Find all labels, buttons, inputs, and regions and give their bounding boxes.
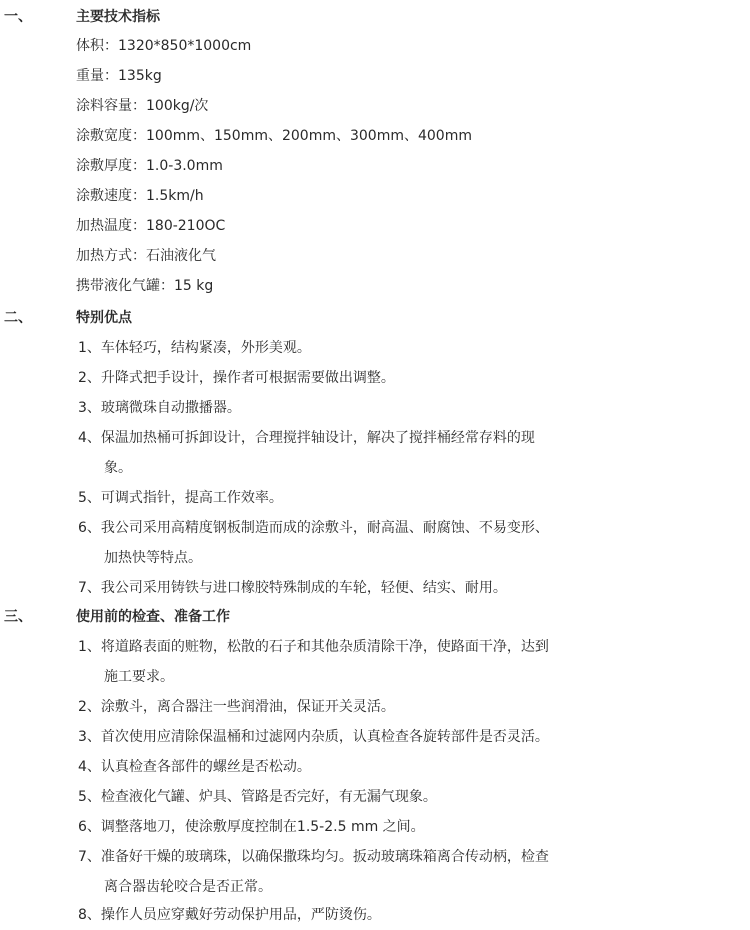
section-number: 三、 xyxy=(4,609,32,625)
list-item: 3、首次使用应清除保温桶和过滤网内杂质，认真检查各旋转部件是否灵活。 xyxy=(78,729,549,745)
list-item: 2、升降式把手设计，操作者可根据需要做出调整。 xyxy=(78,370,395,386)
spec-line: 涂敷宽度：100mm、150mm、200mm、300mm、400mm xyxy=(76,128,472,144)
spec-line: 加热方式：石油液化气 xyxy=(76,248,216,264)
list-item: 3、玻璃微珠自动撒播器。 xyxy=(78,400,241,416)
spec-line: 重量：135kg xyxy=(76,68,162,84)
list-item: 4、认真检查各部件的螺丝是否松动。 xyxy=(78,759,311,775)
list-item: 7、我公司采用铸铁与进口橡胶特殊制成的车轮，轻便、结实、耐用。 xyxy=(78,580,507,596)
spec-line: 涂敷厚度：1.0-3.0mm xyxy=(76,158,223,174)
list-item-continuation: 象。 xyxy=(104,460,132,476)
list-item: 2、涂敷斗，离合器注一些润滑油，保证开关灵活。 xyxy=(78,699,395,715)
list-item: 5、可调式指针，提高工作效率。 xyxy=(78,490,283,506)
section-number: 二、 xyxy=(4,310,32,326)
spec-line: 涂敷速度：1.5km/h xyxy=(76,188,204,204)
spec-line: 体积：1320*850*1000cm xyxy=(76,38,252,54)
spec-line: 涂料容量：100kg/次 xyxy=(76,98,209,114)
list-item: 8、操作人员应穿戴好劳动保护用品，严防烫伤。 xyxy=(78,907,381,923)
list-item-continuation: 加热快等特点。 xyxy=(104,550,202,566)
section-title: 使用前的检查、准备工作 xyxy=(76,609,230,625)
list-item: 6、调整落地刀，使涂敷厚度控制在1.5-2.5 mm 之间。 xyxy=(78,819,425,835)
spec-line: 携带液化气罐：15 kg xyxy=(76,278,214,294)
section-title: 主要技术指标 xyxy=(76,9,160,25)
list-item: 1、车体轻巧，结构紧凑，外形美观。 xyxy=(78,340,311,356)
section-number: 一、 xyxy=(4,9,32,25)
list-item: 7、准备好干燥的玻璃珠，以确保撒珠均匀。扳动玻璃珠箱离合传动柄，检查 xyxy=(78,849,549,865)
list-item-continuation: 离合器齿轮咬合是否正常。 xyxy=(104,879,272,895)
list-item: 1、将道路表面的赃物，松散的石子和其他杂质清除干净，使路面干净，达到 xyxy=(78,639,549,655)
list-item: 4、保温加热桶可拆卸设计，合理搅拌轴设计，解决了搅拌桶经常存料的现 xyxy=(78,430,535,446)
section-title: 特别优点 xyxy=(76,310,132,326)
list-item: 5、检查液化气罐、炉具、管路是否完好，有无漏气现象。 xyxy=(78,789,437,805)
list-item-continuation: 施工要求。 xyxy=(104,669,174,685)
list-item: 6、我公司采用高精度钢板制造而成的涂敷斗，耐高温、耐腐蚀、不易变形、 xyxy=(78,520,549,536)
spec-line: 加热温度：180-210OC xyxy=(76,218,226,234)
